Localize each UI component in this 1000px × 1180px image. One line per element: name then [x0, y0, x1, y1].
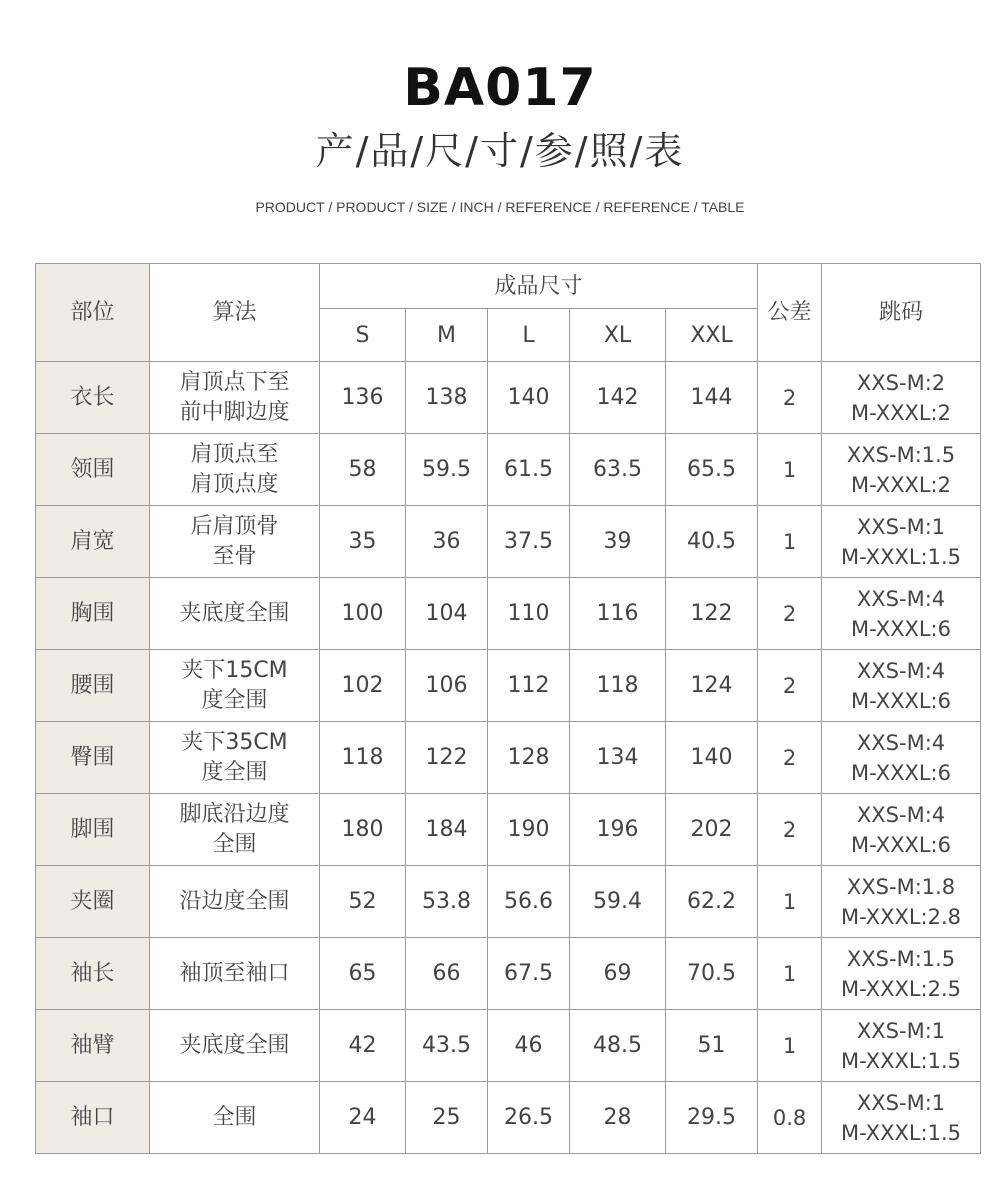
tolerance-cell: 1 [758, 938, 822, 1010]
tolerance-cell: 2 [758, 362, 822, 434]
grade-line: XXS-M:2 [856, 370, 946, 395]
method-line: 夹底度全围 [179, 1032, 290, 1058]
value-cell: 66 [406, 938, 488, 1010]
value-cell: 25 [406, 1082, 488, 1154]
value-cell: 46 [488, 1010, 570, 1082]
tolerance-cell: 2 [758, 722, 822, 794]
value-cell: 28 [570, 1082, 666, 1154]
method-line: 肩顶点度 [190, 471, 279, 497]
grade-line: M-XXXL:6 [851, 688, 951, 713]
value-cell: 142 [570, 362, 666, 434]
header-row [36, 264, 981, 309]
grade-line: M-XXXL:1.5 [841, 1120, 962, 1145]
header-method: 算法 [150, 264, 320, 362]
grade-cell [822, 1010, 981, 1082]
method-line: 袖顶至袖口 [179, 960, 290, 986]
method-line: 夹底度全围 [179, 600, 290, 626]
tolerance-cell: 2 [758, 794, 822, 866]
page-title: 产/品/尺/寸/参/照/表 [315, 129, 685, 173]
value-cell: 144 [666, 362, 758, 434]
value-cell: 118 [320, 722, 406, 794]
value-cell: 106 [406, 650, 488, 722]
value-cell: 140 [488, 362, 570, 434]
method-line: 至骨 [212, 543, 257, 569]
value-cell: 136 [320, 362, 406, 434]
tolerance-cell: 1 [758, 506, 822, 578]
value-cell: 29.5 [666, 1082, 758, 1154]
grade-line: M-XXXL:2.5 [841, 976, 962, 1001]
header-grade: 跳码 [822, 264, 981, 362]
grade-cell [822, 506, 981, 578]
grade-line: XXS-M:4 [856, 730, 946, 755]
grade-line: M-XXXL:6 [851, 616, 951, 641]
table-row [36, 1010, 981, 1082]
method-cell [150, 722, 320, 794]
header-tolerance: 公差 [758, 264, 822, 362]
method-cell [150, 650, 320, 722]
grade-line: XXS-M:1 [856, 1018, 946, 1043]
value-cell: 184 [406, 794, 488, 866]
value-cell: 112 [488, 650, 570, 722]
value-cell: 190 [488, 794, 570, 866]
method-line: 度全围 [201, 687, 268, 713]
method-line: 脚底沿边度 [179, 801, 290, 827]
grade-cell [822, 1082, 981, 1154]
value-cell: 134 [570, 722, 666, 794]
grade-cell [822, 362, 981, 434]
part-cell: 胸围 [36, 578, 150, 650]
method-line: 夹下15CM [181, 657, 288, 683]
grade-line: M-XXXL:6 [851, 832, 951, 857]
grade-line: XXS-M:1.5 [846, 442, 956, 467]
part-cell: 臀围 [36, 722, 150, 794]
method-line: 全围 [212, 831, 257, 857]
value-cell: 62.2 [666, 866, 758, 938]
grade-line: XXS-M:1.5 [846, 946, 956, 971]
value-cell: 37.5 [488, 506, 570, 578]
value-cell: 36 [406, 506, 488, 578]
table-row [36, 650, 981, 722]
value-cell: 48.5 [570, 1010, 666, 1082]
tolerance-cell: 1 [758, 866, 822, 938]
value-cell: 140 [666, 722, 758, 794]
part-cell: 袖口 [36, 1082, 150, 1154]
part-cell: 领围 [36, 434, 150, 506]
value-cell: 40.5 [666, 506, 758, 578]
value-cell: 42 [320, 1010, 406, 1082]
method-cell [150, 1082, 320, 1154]
method-line: 夹下35CM [181, 729, 288, 755]
value-cell: 65 [320, 938, 406, 1010]
method-line: 度全围 [201, 759, 268, 785]
header-finished-size: 成品尺寸 [320, 264, 758, 309]
value-cell: 67.5 [488, 938, 570, 1010]
part-cell: 肩宽 [36, 506, 150, 578]
grade-cell [822, 938, 981, 1010]
tolerance-cell: 1 [758, 434, 822, 506]
value-cell: 52 [320, 866, 406, 938]
table-row [36, 362, 981, 434]
grade-line: M-XXXL:1.5 [841, 1048, 962, 1073]
method-cell [150, 578, 320, 650]
value-cell: 196 [570, 794, 666, 866]
part-cell: 袖臂 [36, 1010, 150, 1082]
grade-cell [822, 650, 981, 722]
value-cell: 100 [320, 578, 406, 650]
tolerance-cell: 2 [758, 578, 822, 650]
grade-cell [822, 578, 981, 650]
value-cell: 51 [666, 1010, 758, 1082]
size-label: XXL [666, 309, 758, 362]
table-row [36, 1082, 981, 1154]
value-cell: 122 [406, 722, 488, 794]
size-label: XL [570, 309, 666, 362]
value-cell: 69 [570, 938, 666, 1010]
method-line: 后肩顶骨 [190, 513, 279, 539]
method-cell [150, 506, 320, 578]
table-row [36, 938, 981, 1010]
tolerance-cell: 2 [758, 650, 822, 722]
part-cell: 腰围 [36, 650, 150, 722]
grade-cell [822, 866, 981, 938]
size-label: L [488, 309, 570, 362]
grade-line: XXS-M:1 [856, 1090, 946, 1115]
tolerance-cell: 1 [758, 1010, 822, 1082]
method-line: 沿边度全围 [179, 888, 290, 914]
header-part: 部位 [36, 264, 150, 362]
value-cell: 39 [570, 506, 666, 578]
grade-line: M-XXXL:6 [851, 760, 951, 785]
value-cell: 59.4 [570, 866, 666, 938]
grade-line: XXS-M:4 [856, 586, 946, 611]
method-line: 全围 [212, 1104, 257, 1130]
grade-line: M-XXXL:2 [851, 472, 951, 497]
model-number: BA017 [403, 58, 597, 118]
table-row [36, 434, 981, 506]
value-cell: 138 [406, 362, 488, 434]
grade-line: M-XXXL:2 [851, 400, 951, 425]
value-cell: 128 [488, 722, 570, 794]
value-cell: 53.8 [406, 866, 488, 938]
method-line: 肩顶点下至 [179, 369, 290, 395]
part-cell: 袖长 [36, 938, 150, 1010]
value-cell: 118 [570, 650, 666, 722]
table-row [36, 866, 981, 938]
value-cell: 61.5 [488, 434, 570, 506]
method-cell [150, 1010, 320, 1082]
grade-line: XXS-M:4 [856, 802, 946, 827]
value-cell: 35 [320, 506, 406, 578]
method-line: 肩顶点至 [190, 441, 279, 467]
value-cell: 104 [406, 578, 488, 650]
value-cell: 102 [320, 650, 406, 722]
value-cell: 58 [320, 434, 406, 506]
method-cell [150, 434, 320, 506]
method-cell [150, 866, 320, 938]
value-cell: 180 [320, 794, 406, 866]
method-cell [150, 938, 320, 1010]
value-cell: 63.5 [570, 434, 666, 506]
value-cell: 26.5 [488, 1082, 570, 1154]
method-cell [150, 794, 320, 866]
part-cell: 衣长 [36, 362, 150, 434]
grade-cell [822, 794, 981, 866]
value-cell: 124 [666, 650, 758, 722]
value-cell: 70.5 [666, 938, 758, 1010]
value-cell: 59.5 [406, 434, 488, 506]
value-cell: 65.5 [666, 434, 758, 506]
grade-line: M-XXXL:1.5 [841, 544, 962, 569]
size-chart-table [35, 263, 981, 1154]
size-label: S [320, 309, 406, 362]
value-cell: 122 [666, 578, 758, 650]
grade-cell [822, 434, 981, 506]
part-cell: 脚围 [36, 794, 150, 866]
value-cell: 116 [570, 578, 666, 650]
method-cell [150, 362, 320, 434]
grade-line: M-XXXL:2.8 [841, 904, 962, 929]
grade-cell [822, 722, 981, 794]
value-cell: 24 [320, 1082, 406, 1154]
table-row [36, 722, 981, 794]
value-cell: 56.6 [488, 866, 570, 938]
value-cell: 43.5 [406, 1010, 488, 1082]
part-cell: 夹圈 [36, 866, 150, 938]
size-label: M [406, 309, 488, 362]
grade-line: XXS-M:4 [856, 658, 946, 683]
tolerance-cell: 0.8 [758, 1082, 822, 1154]
table-row [36, 794, 981, 866]
page-subtitle: PRODUCT / PRODUCT / SIZE / INCH / REFERENCE / REFERENCE / TABLE [255, 199, 745, 215]
grade-line: XXS-M:1 [856, 514, 946, 539]
table-row [36, 506, 981, 578]
value-cell: 202 [666, 794, 758, 866]
method-line: 前中脚边度 [179, 399, 290, 425]
table-row [36, 578, 981, 650]
value-cell: 110 [488, 578, 570, 650]
grade-line: XXS-M:1.8 [846, 874, 956, 899]
